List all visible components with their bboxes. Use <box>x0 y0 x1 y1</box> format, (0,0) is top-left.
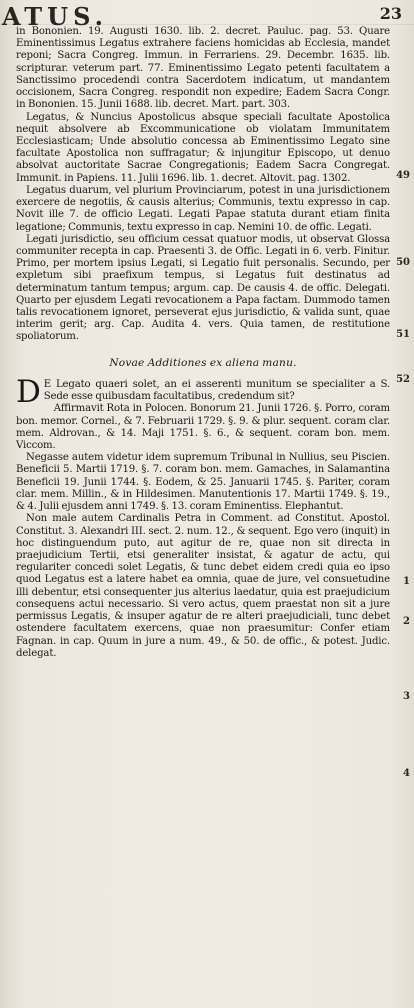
margin-number: 51 <box>396 329 410 340</box>
margin-number: 1 <box>403 576 410 587</box>
paragraph-provinces: Legatus duarum, vel plurium Provinciarum, potest in una jurisdictionem exercere de negotiis, & causis alterius; Communis, textu expresso in cap. Novit ille 7. de officio Legati. Legati Papae statuta durant etiam finita legatione; Communis, textu expresso in cap. Nemini 10. de offic. Legati. <box>16 184 390 233</box>
margin-number: 3 <box>403 691 410 702</box>
paragraph-legate-immunity: in Bononien. 19. Augusti 1630. lib. 2. decret. Pauluc. pag. 53. Quare Eminentissimus Legatus extrahere faciens homicidas ab Ecclesia, mandet reponi; Sacra Congreg. Immun. in Ferrariens. 29. Decembr. 1635. lib. scripturar. veterum part. 77. Eminentissimo Legato petenti facultatem a Sanctissimo procedendi contra Sacerdotem indicatum, ut mandantem occisionem, Sacra Congreg. respondit non expedire; Eadem Sacra Congr. in Bononien. 15. Junii 1688. lib. decret. Mart. part. 303. <box>16 26 390 111</box>
section-heading: Novae Additiones ex aliena manu. <box>109 356 297 369</box>
addition-question-paragraph <box>16 373 390 410</box>
addition-cardinal-paragraph: Non male autem Cardinalis Petra in Comment. ad Constitut. Apostol. Constitut. 3. Alexandri III. sect. 2. num. 12., & sequent. Ego vero (inquit) in hoc distinguendum puto, aut agitur de re, quae non sit directa in praejudicium Tertii, etsi generaliter insistat, & agatur de actu, qui regulariter concedi solet Legatis, & tunc debet eidem credi quia eo ipso quod Legatus est a latere habet ea omnia, quae de jure, vel consuetudine illi debentur, etsi consequenter jus alterius laedatur, quia est praejudicium consequens actui necessario. Si vero actus, quem praestat non sit a jure permissus Legatis, & insuper agatur de re alteri praejudiciali, tunc debet ostendere facultatem exercens, quae non praesumitur: Confer etiam Fagnan. in cap. Quum in jure a num. 49., & 50. de offic., & potest. Judic. delegat. <box>16 513 390 659</box>
drop-cap: D <box>16 373 41 410</box>
margin-number: 2 <box>403 616 410 627</box>
addition-rota-paragraph: Affirmavit Rota in Polocen. Bonorum 21. Junii 1726. §. Porro, coram bon. memor. Cornel., & 7. Februarii 1729. §. 9. & plur. sequent. coram clar. mem. Aldrovan., & 14. Maji 1751. §. 6., & sequent. coram bon. mem. Viccom. <box>16 403 390 451</box>
margin-number: 52 <box>396 374 410 385</box>
running-title: ATUS. <box>2 2 108 31</box>
margin-number: 49 <box>396 170 410 181</box>
addition-question-text: E Legato quaeri solet, an ei asserenti munitum se specialiter a S. Sede esse quibusdam facultatibus, credendum sit? <box>43 378 390 403</box>
paragraph-jurisdiction-ceases: Legati jurisdictio, seu officium cessat quatuor modis, ut observat Glossa communiter recepta in cap. Praesenti 3. de Offic. Legati in 6. verb. Finitur. Primo, per mortem ipsius Legati, si Legatio fuit personalis. Secundo, per expletum sibi praefixum tempus, si Legatus fuit destinatus ad determinatum tantum tempus; argum. cap. De causis 4. de offic. Delegati. Quarto per ejusdem Legati revocationem a Papa factam. Dummodo tamen talis revocationem ignoret, perseverat ejus jurisdictio, & valida sunt, quae interim gerit; arg. Cap. Audita 4. vers. Quia tamen, de restitutione spoliatorum. <box>16 233 390 343</box>
page-number: 23 <box>379 4 402 23</box>
margin-number: 4 <box>403 768 410 779</box>
body-text <box>16 26 390 660</box>
margin-number: 50 <box>396 257 410 268</box>
addition-tribunal-paragraph: Negasse autem videtur idem supremum Tribunal in Nullius, seu Piscien. Beneficii 5. Martii 1719. §. 7. coram bon. mem. Gamaches, in Salamantina Beneficii 19. Junii 1744. §. Eodem, & 25. Januarii 1745. §. Pariter, coram clar. mem. Millin., & in Hildesimen. Manutentionis 17. Martii 1749. §. 19., & 4. Julii ejusdem anni 1749. §. 13. coram Eminentiss. Elephantut. <box>16 452 390 513</box>
paragraph-absolution: Legatus, & Nuncius Apostolicus absque speciali facultate Apostolica nequit absolvere ab Excommunicatione ob violatam Immunitatem Ecclesiasticam; Unde absolutio concessa ab Eminentissimo Legato sine facultate Apostolica non suffragatur; & injungitur Episcopo, ut denuo absolvat auctoritate Sacrae Congregationis; Eadem Sacra Congregat. Immunit. in Papiens. 11. Julii 1696. lib. 1. decret. Altovit. pag. 1302. <box>16 111 390 184</box>
